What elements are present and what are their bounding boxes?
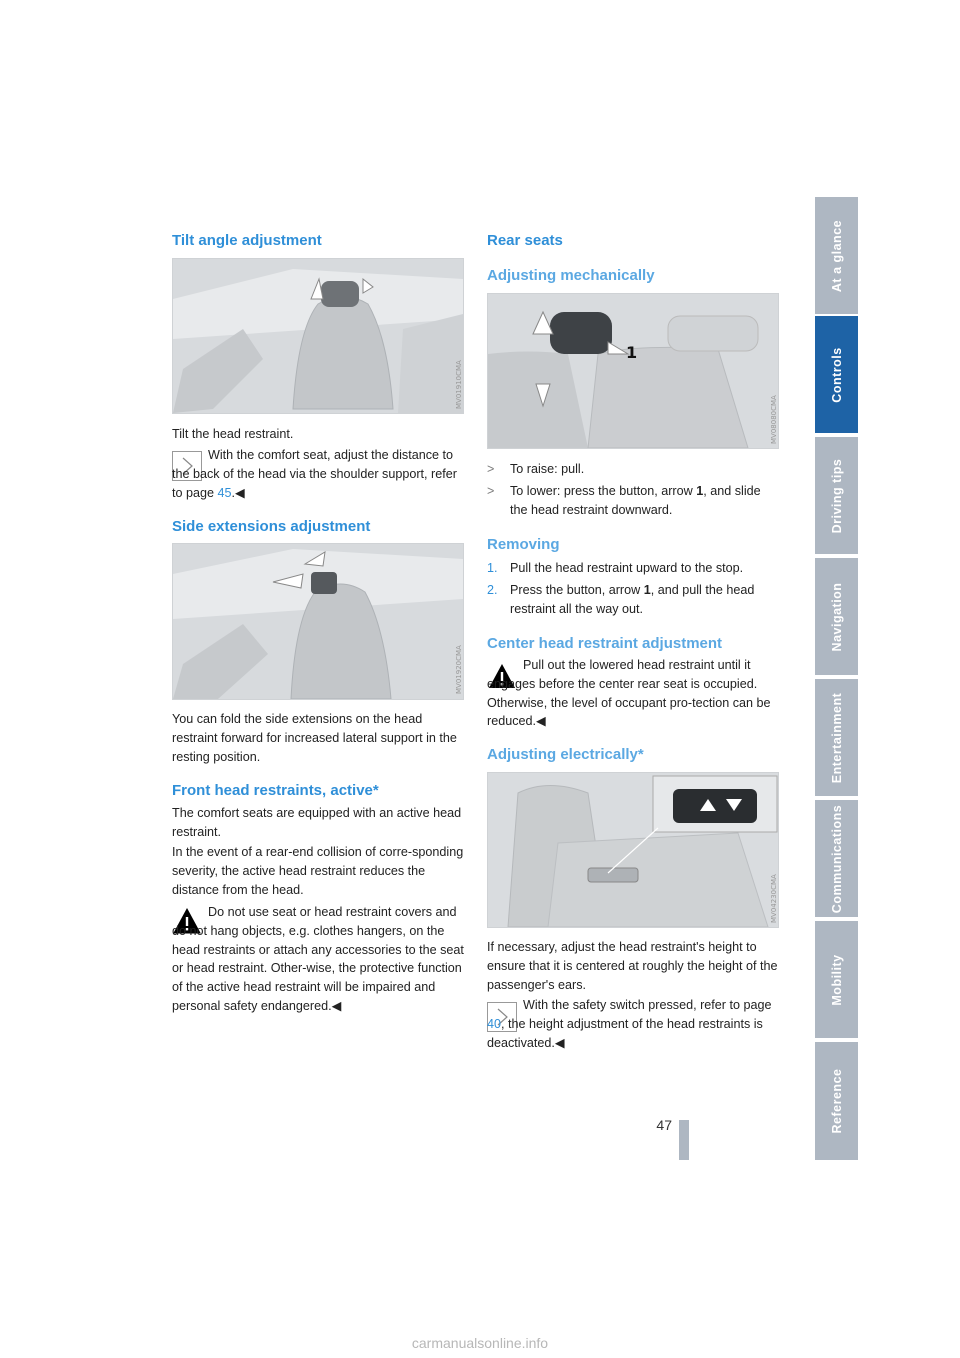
tilt-caption: Tilt the head restraint. xyxy=(172,427,294,441)
electric-photo xyxy=(487,772,779,928)
tab-at-a-glance[interactable]: At a glance xyxy=(815,197,858,314)
page-link-45[interactable]: 45 xyxy=(217,485,232,500)
center-warning: Pull out the lowered head restraint until it engages before the center rear seat is occupied. Otherwise, the level of occupant pro-tection can be reduced.◀ xyxy=(487,658,771,729)
mech-bullet-2: > To lower: press the button, arrow 1, and slide the head restraint downward. xyxy=(487,484,761,517)
mech-bullet-1: > To raise: pull. xyxy=(487,462,585,476)
tab-navigation[interactable]: Navigation xyxy=(815,558,858,675)
active-warning: Do not use seat or head restraint covers and do not hang objects, e.g. clothes hangers, on the head restraints or attach any accessories to the seat or head restraint. Other-wise, the protective function of the active head restraint will be impaired and personal safety endangered.◀ xyxy=(172,905,464,1013)
mech-heading: Adjusting mechanically xyxy=(487,267,655,284)
mech-photo xyxy=(487,293,779,449)
tab-driving-tips[interactable]: Driving tips xyxy=(815,437,858,554)
svg-text:MV08080CMA: MV08080CMA xyxy=(770,395,778,444)
rear-headrest-illustration xyxy=(488,294,778,448)
electric-p1: If necessary, adjust the head restraint's height to ensure that it is centered at roughly the height of the passenger's ears. xyxy=(487,940,778,992)
removing-heading: Removing xyxy=(487,536,560,553)
tab-mobility[interactable]: Mobility xyxy=(815,921,858,1038)
electric-note: With the safety switch pressed, refer to page 40, the height adjustment of the head restraints is deactivated.◀ xyxy=(487,998,772,1050)
chapter-tabs xyxy=(815,197,858,1160)
tilt-photo xyxy=(172,258,464,414)
tab-communications[interactable]: Communications xyxy=(815,800,858,917)
seat-tilt-illustration xyxy=(173,259,463,413)
electric-heading: Adjusting electrically* xyxy=(487,746,644,763)
page-marker xyxy=(679,1120,689,1160)
side-extension-illustration xyxy=(173,544,463,699)
center-heading: Center head restraint adjustment xyxy=(487,635,723,652)
page-number: 47 xyxy=(656,1117,672,1133)
side-text: You can fold the side extensions on the head restraint forward for increased lateral support in the resting position. xyxy=(172,712,457,764)
active-p2: In the event of a rear-end collision of corre-sponding severity, the active head restraint reduces the distance from the head. xyxy=(172,845,464,897)
tilt-note: With the comfort seat, adjust the distance to the back of the head via the shoulder support, refer to page 45.◀ xyxy=(172,448,457,500)
page-link-40[interactable]: 40 xyxy=(487,1016,502,1031)
svg-text:MV01920CMA: MV01920CMA xyxy=(455,645,463,694)
photo-code: MV01910CMA xyxy=(455,360,463,409)
side-photo xyxy=(172,543,464,700)
active-heading: Front head restraints, active* xyxy=(172,782,379,799)
door-switch-illustration xyxy=(488,773,778,927)
tab-reference[interactable]: Reference xyxy=(815,1042,858,1160)
callout-1: 1 xyxy=(626,343,638,362)
active-p1: The comfort seats are equipped with an active head restraint. xyxy=(172,806,462,839)
remove-step-1: 1. Pull the head restraint upward to the stop. xyxy=(487,561,744,575)
tilt-heading: Tilt angle adjustment xyxy=(172,232,322,249)
svg-text:MV04230CMA: MV04230CMA xyxy=(770,874,778,923)
remove-step-2: 2. Press the button, arrow 1, and pull the head restraint all the way out. xyxy=(487,583,755,616)
tab-controls[interactable]: Controls xyxy=(815,316,858,433)
tab-entertainment[interactable]: Entertainment xyxy=(815,679,858,796)
watermark-footer: carmanualsonline.info xyxy=(411,1335,549,1351)
side-heading: Side extensions adjustment xyxy=(172,518,371,535)
rear-seats-heading: Rear seats xyxy=(487,232,563,249)
